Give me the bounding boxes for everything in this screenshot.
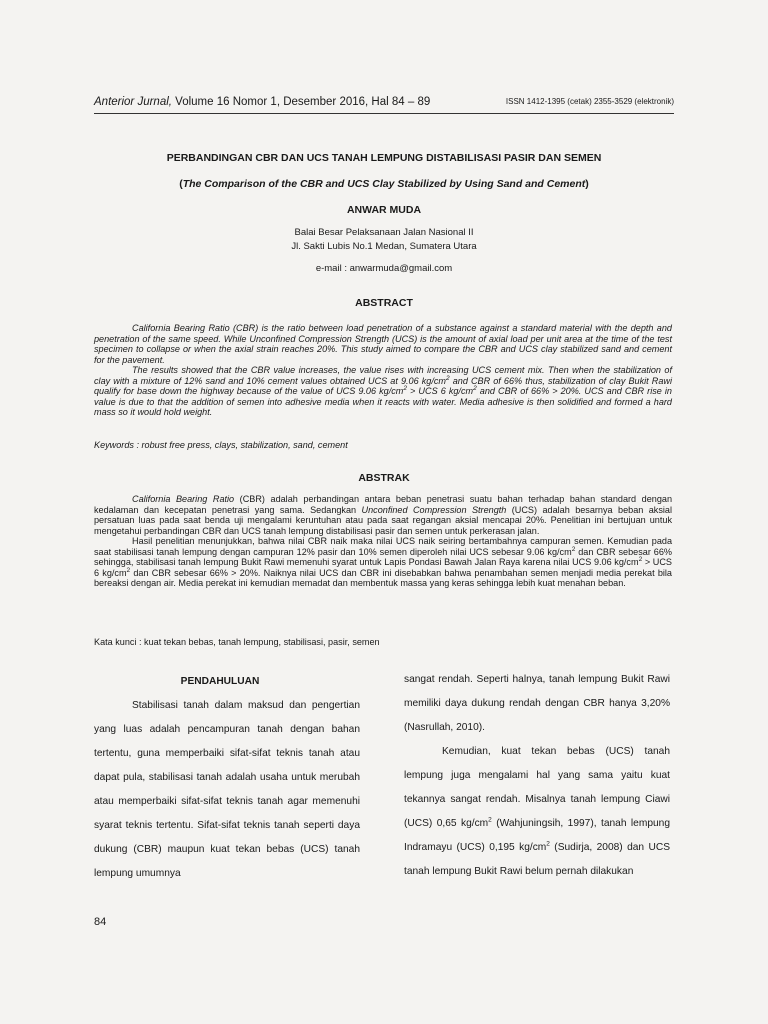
abstrak-p2-d: dan CBR sebesar 66% > 20%. Naiknya nilai UCS dan CBR ini disebabkan bahwa penambahan semen menjadi media perekat bila bereaksi dengan air. Media perekat ini kemudian memadat dan membentuk massa yang keras sehingga lebih kuat menahan beban.: [94, 567, 672, 588]
abstrak-p2-b: dan CBR sebesar 66% sehingga, stabilisasi tanah lempung Bukit Rawi memenuhi syarat untuk Lapis Pondasi Bawah Jalan Raya karena nilai UCS 9.06 kg/cm: [94, 546, 672, 567]
abstract-indonesian: [94, 494, 672, 589]
abstrak-p1-d: (UCS) adalah besarnya beban aksial persatuan luas pada saat benda uji mengalami keruntuhan atau pada saat regangan aksial mencapai 20%. Penelitian ini bertujuan untuk mengetahui perbandingan CBR dan UCS tanah lempung distabilisasi pasir dan semen untuk perkerasan jalan.: [94, 504, 672, 536]
author-name: ANWAR MUDA: [346, 204, 422, 216]
intro-paragraph-1: Stabilisasi tanah dalam maksud dan pengertian yang luas adalah pencampuran tanah dengan bahan tertentu, guna memperbaiki sifat-sifat teknis tanah atau dapat pula, stabilisasi tanah adalah usaha untuk merubah atau memperbaiki sifat-sifat teknis tanah agar memenuhi syarat teknis tertentu. Sifat-sifat teknis tanah seperti daya dukung (CBR) maupun kuat tekan bebas (UCS) tanah lempung umumnya: [94, 700, 360, 879]
page-number: 84: [94, 916, 107, 928]
author-email: e-mail : anwarmuda@gmail.com: [315, 263, 453, 274]
body-column-left: [94, 670, 360, 886]
keywords-indonesian: Kata kunci : kuat tekan bebas, tanah lempung, stabilisasi, pasir, semen: [94, 637, 380, 647]
abstract-p2-b: and CBR of 66% thus, stabilization of clay Bukit Rawi qualify for base down the highway because of the value of UCS 9.06 kg/cm: [94, 375, 672, 396]
abstract-paragraph-2: [94, 365, 672, 418]
header-rule: [94, 113, 674, 114]
superscript: 2: [571, 545, 576, 553]
abstrak-p1-c: Unconfined Compression Strength: [361, 504, 507, 515]
abstract-english: [94, 323, 672, 418]
abstract-heading: ABSTRACT: [355, 297, 413, 309]
superscript: 2: [473, 384, 477, 392]
body-column-right: [404, 668, 670, 884]
keywords-english: Keywords : robust free press, clays, stabilization, sand, cement: [94, 440, 348, 450]
issn: ISSN 1412-1395 (cetak) 2355-3529 (elektronik): [505, 97, 674, 106]
superscript: 2: [126, 566, 131, 574]
english-title: The Comparison of the CBR and UCS Clay Stabilized by Using Sand and Cement: [182, 178, 586, 190]
affiliation-line-2: Jl. Sakti Lubis No.1 Medan, Sumatera Utara: [291, 241, 477, 252]
paper-subtitle: [94, 178, 674, 190]
abstrak-paragraph-1: [94, 494, 672, 536]
affiliation-line-1: Balai Besar Pelaksanaan Jalan Nasional II: [294, 227, 474, 238]
affiliation: [94, 226, 674, 254]
abstract-p2-c: > UCS 6 kg/cm: [406, 386, 474, 396]
superscript: 2: [403, 384, 407, 392]
abstract-paragraph-1: California Bearing Ratio (CBR) is the ratio between load penetration of a substance against a standard material with the depth and penetration of the same speed. While Unconfined Compression Strength (UCS) is the amount of axial load per unit area at the time of the test specimen to collapse or when the axial strain reaches 20%. This study aimed to compare the CBR and UCS clay stabilized sand and cement for the pavement.: [94, 323, 672, 365]
intro-p2-a: Kemudian, kuat tekan bebas (UCS) tanah lempung juga mengalami hal yang sama yaitu kuat tekannya sangat rendah. Misalnya tanah lempung Ciawi (UCS) 0,65 kg/cm: [404, 746, 670, 829]
abstrak-p2-a: Hasil penelitian menunjukkan, bahwa nilai CBR naik maka nilai UCS naik seiring bertambahnya campuran semen. Kemudian pada saat stabilisasi tanah lempung dengan campuran 12% pasir dan 10% semen diperoleh nilai UCS sebesar 9.06 kg/cm: [94, 536, 672, 557]
superscript: 2: [546, 840, 550, 848]
abstrak-p1-a: California Bearing Ratio: [132, 494, 235, 504]
subtitle-close-paren: ): [585, 178, 589, 190]
superscript: 2: [446, 374, 450, 382]
abstrak-heading: ABSTRAK: [358, 472, 410, 484]
abstrak-paragraph-2: [94, 536, 672, 589]
subtitle-open-paren: (: [179, 178, 183, 190]
running-header: [94, 96, 674, 108]
journal-name: Anterior Jurnal,: [94, 96, 172, 108]
intro-paragraph-2: [404, 740, 670, 884]
abstract-p2-d: and CBR of 66% > 20%. UCS and CBR rise in value is due to that the addition of semen into adhesive media when it reacts with water. Media adhesive is then solidified and formed a hard mass so it would hold weight.: [94, 386, 672, 417]
intro-p2-c: (Sudirja, 2008) dan UCS tanah lempung Bukit Rawi belum pernah dilakukan: [404, 842, 670, 877]
section-heading-pendahuluan: PENDAHULUAN: [180, 676, 260, 687]
superscript: 2: [488, 816, 492, 824]
journal-issue: Volume 16 Nomor 1, Desember 2016, Hal 84 – 89: [171, 96, 431, 108]
abstrak-p1-b: (CBR) adalah perbandingan antara beban penetrasi suatu bahan terhadap bahan standard dengan kedalaman dan kecepatan penetrasi yang sama. Sedangkan: [94, 494, 672, 515]
paper-title: PERBANDINGAN CBR DAN UCS TANAH LEMPUNG DISTABILISASI PASIR DAN SEMEN: [166, 152, 602, 164]
intro-paragraph-1-continued: sangat rendah. Seperti halnya, tanah lempung Bukit Rawi memiliki daya dukung rendah dengan CBR hanya 3,20% (Nasrullah, 2010).: [404, 674, 670, 733]
intro-p2-b: (Wahjuningsih, 1997), tanah lempung Indramayu (UCS) 0,195 kg/cm: [404, 818, 670, 853]
superscript: 2: [638, 555, 643, 563]
abstract-p2-a: The results showed that the CBR value increases, the value rises with increasing UCS cement mix. Then when the stabilization of clay with a mixture of 12% sand and 10% cement values obtained UCS at 9.06 kg/cm: [94, 365, 672, 386]
abstrak-p2-c: > UCS 6 kg/cm: [94, 557, 672, 578]
